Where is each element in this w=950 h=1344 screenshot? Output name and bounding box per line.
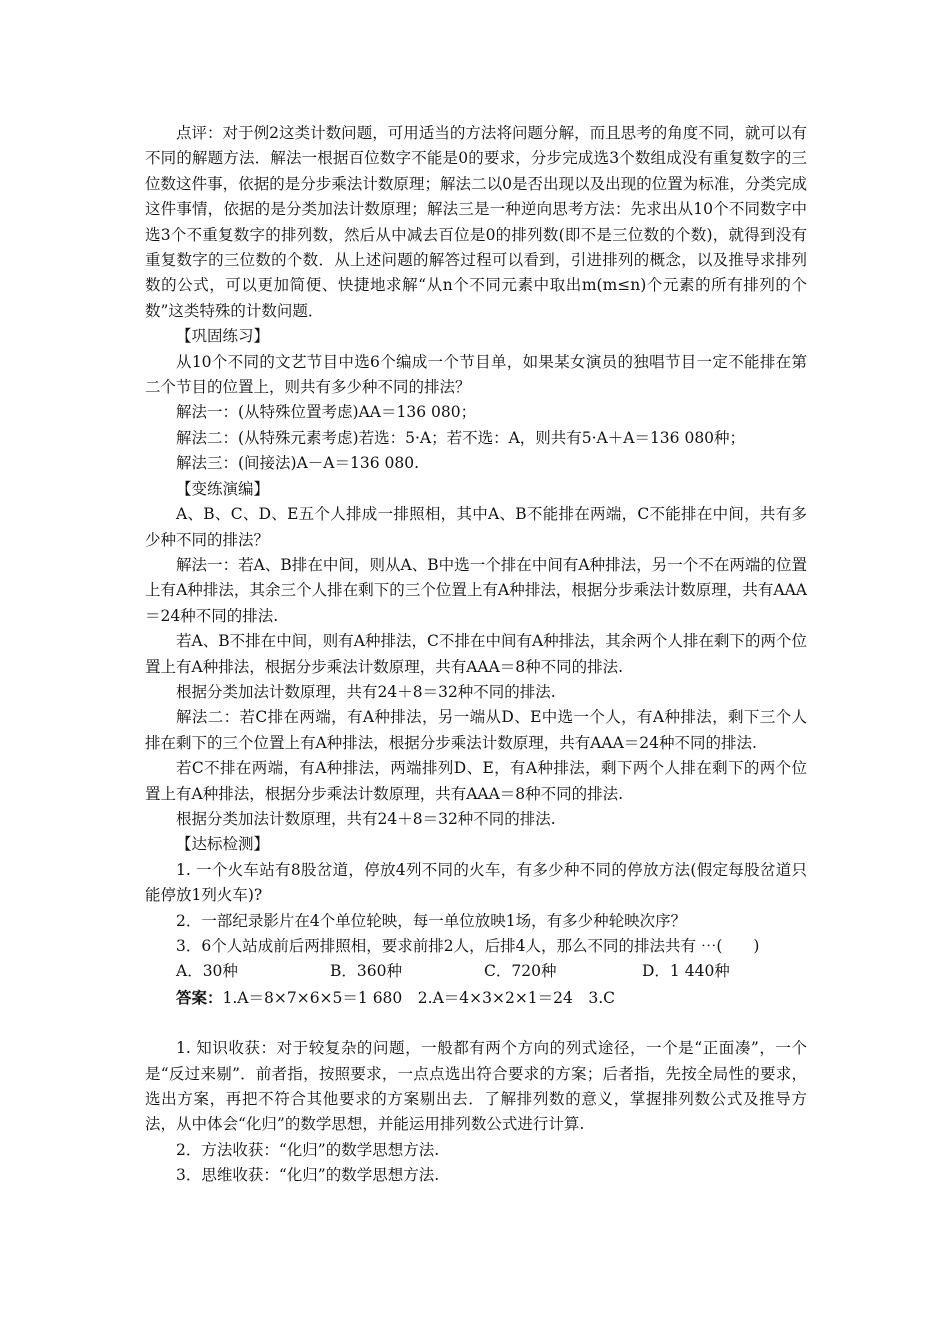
answer-label: 答案： bbox=[176, 987, 223, 1007]
check-question-3: 3．6个人站成前后两排照相，要求前排2人，后排4人，那么不同的排法共有 ⋯( ) bbox=[176, 937, 760, 955]
variation-heading: 【变练演编】 bbox=[176, 479, 270, 498]
document-body bbox=[145, 121, 807, 1189]
variation-paragraph-5: 若C不排在两端，有A种排法，两端排列D、E，有A种排法，剩下两个人排在剩下的两个位置上有A种排法，根据分步乘法计数原理，共有AAA＝8种不同的排法. bbox=[145, 759, 807, 803]
option-c: C．720种 bbox=[484, 962, 557, 981]
answer-line bbox=[145, 985, 807, 1011]
consolidate-solution-2: 解法二：(从特殊元素考虑)若选：5·A；若不选：A，则共有5·A＋A＝136 080种； bbox=[176, 428, 746, 447]
answer-options bbox=[145, 959, 807, 984]
option-a: A．30种 bbox=[176, 962, 238, 981]
summary-1: 1. 知识收获：对于较复杂的问题，一般都有两个方向的列式途径，一个是“正面凑”，一个是“反过来剔”．前者指，按照要求，一点点选出符合要求的方案；后者指，先按全局性的要求，选出方案，再把不符合其他要求的方案剔出去．了解排列数的意义，掌握排列数公式及推导方法，从中体会“化归”的数学思想，并能运用排列数公式进行计算. bbox=[145, 1039, 807, 1134]
summary-2: 2．方法收获：“化归”的数学思想方法. bbox=[176, 1140, 440, 1159]
variation-paragraph-3: 根据分类加法计数原理，共有24＋8＝32种不同的排法. bbox=[176, 682, 556, 701]
variation-problem: A、B、C、D、E五个人排成一排照相，其中A、B不能排在两端，C不能排在中间，共有多少种不同的排法？ bbox=[145, 505, 807, 549]
variation-paragraph-2: 若A、B不排在中间，则有A种排法，C不排在中间有A种排法，其余两个人排在剩下的两个位置上有A种排法，根据分步乘法计数原理，共有AAA＝8种不同的排法. bbox=[145, 632, 807, 676]
consolidate-solution-1: 解法一：(从特殊位置考虑)AA＝136 080； bbox=[176, 403, 477, 422]
consolidate-heading: 【巩固练习】 bbox=[176, 327, 270, 346]
variation-paragraph-6: 根据分类加法计数原理，共有24＋8＝32种不同的排法. bbox=[176, 809, 556, 828]
check-heading: 【达标检测】 bbox=[176, 835, 270, 854]
option-b: B．360种 bbox=[330, 962, 402, 981]
variation-paragraph-1: 解法一：若A、B排在中间，则从A、B中选一个排在中间有A种排法，另一个不在两端的位置上有A种排法，其余三个人排在剩下的三个位置上有A种排法，根据分步乘法计数原理，共有AAA＝24种不同的排法. bbox=[145, 555, 807, 625]
check-question-1: 1. 一个火车站有8股岔道，停放4列不同的火车，有多少种不同的停放方法(假定每股岔道只能停放1列火车)? bbox=[145, 860, 807, 905]
check-question-2: 2．一部纪录影片在4个单位轮映，每一单位放映1场，有多少种轮映次序？ bbox=[176, 911, 687, 930]
variation-paragraph-4: 解法二：若C排在两端，有A种排法，另一端从D、E中选一个人，有A种排法，剩下三个人排在剩下的三个位置上有A种排法，根据分步乘法计数原理，共有AAA＝24种不同的排法. bbox=[145, 708, 807, 752]
answer-text: 1.A＝8×7×6×5＝1 680 2.A＝4×3×2×1＝24 3.C bbox=[222, 988, 616, 1007]
summary-3: 3．思维收获：“化归”的数学思想方法. bbox=[176, 1166, 440, 1185]
consolidate-problem: 从10个不同的文艺节目中选6个编成一个节目单，如果某女演员的独唱节目一定不能排在第二个节目的位置上，则共有多少种不同的排法？ bbox=[145, 352, 807, 397]
option-d: D．1 440种 bbox=[642, 962, 730, 981]
consolidate-solution-3: 解法三：(间接法)A－A＝136 080. bbox=[176, 454, 420, 473]
comment-paragraph: 点评：对于例2这类计数问题，可用适当的方法将问题分解，而且思考的角度不同，就可以有不同的解题方法．解法一根据百位数字不能是0的要求，分步完成选3个数组成没有重复数字的三位数这件事，依据的是分步乘法计数原理；解法二以0是否出现以及出现的位置为标准，分类完成这件事情，依据的是分类加法计数原理；解法三是一种逆向思考方法：先求出从10个不同数字中选3个不重复数字的排列数，然后从中减去百位是0的排列数(即不是三位数的个数)，就得到没有重复数字的三位数的个数．从上述问题的解答过程可以看到，引进排列的概念，以及推导求排列数的公式，可以更加简便、快捷地求解“从n个不同元素中取出m(m≤n)个元素的所有排列的个数”这类特殊的计数问题． bbox=[145, 124, 807, 320]
section-gap bbox=[145, 1011, 807, 1036]
